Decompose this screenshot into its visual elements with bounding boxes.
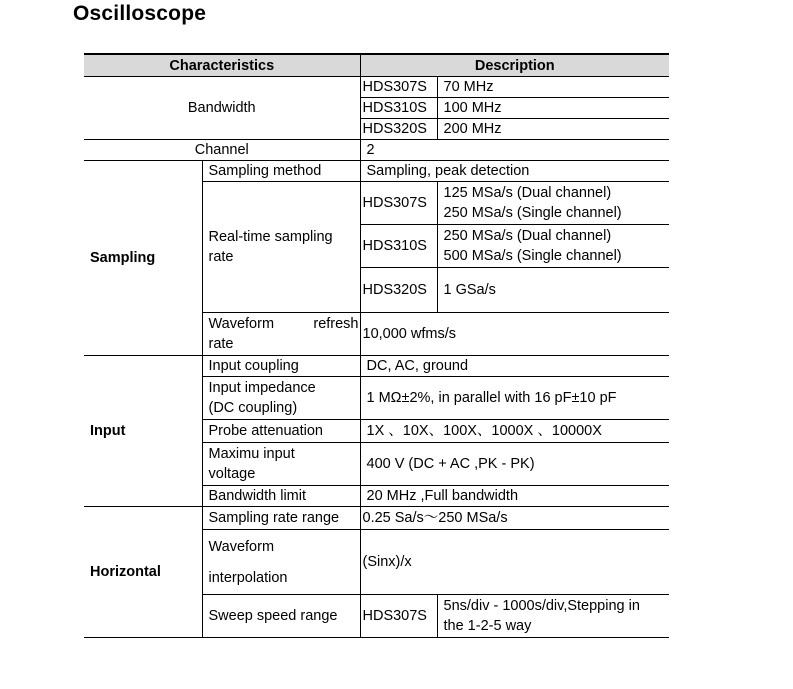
model-cell: HDS320S: [360, 268, 437, 313]
table-row: [84, 507, 669, 530]
refresh-label-line2: rate: [208, 336, 234, 352]
input-impedance-label-line2: (DC coupling): [208, 400, 298, 416]
max-voltage-label: [202, 443, 360, 486]
value-line: 250 MSa/s (Dual channel): [443, 228, 612, 244]
group-sampling: Sampling: [84, 161, 202, 356]
refresh-value: 10,000 wfms/s: [360, 313, 669, 356]
sampling-rate-range-value: 0.25 Sa/s～250 MSa/s: [360, 507, 669, 530]
realtime-rate-label: [202, 182, 360, 313]
table-row: [84, 140, 669, 161]
value-cell: 200 MHz: [437, 119, 669, 140]
model-cell: HDS320S: [360, 119, 437, 140]
bandwidth-label: Bandwidth: [84, 77, 360, 140]
value-cell: 100 MHz: [437, 98, 669, 119]
table-row: [84, 356, 669, 377]
value-line: 250 MSa/s (Single channel): [443, 205, 622, 221]
probe-attenuation-label: Probe attenuation: [202, 420, 360, 443]
model-cell: HDS307S: [360, 595, 437, 638]
group-input: Input: [84, 356, 202, 507]
channel-label: Channel: [84, 140, 360, 161]
group-horizontal: Horizontal: [84, 507, 202, 638]
value-line: 500 MSa/s (Single channel): [443, 248, 622, 264]
bandwidth-limit-value: 20 MHz ,Full bandwidth: [360, 486, 669, 507]
header-description: Description: [360, 54, 669, 77]
value-cell: 70 MHz: [437, 77, 669, 98]
spec-table: [84, 53, 669, 638]
table-row: [84, 161, 669, 182]
realtime-rate-label-line2: rate: [208, 249, 234, 265]
refresh-label: [202, 313, 360, 356]
max-voltage-label-line1: Maximu input: [208, 446, 295, 462]
table-header-row: [84, 54, 669, 77]
max-voltage-value: 400 V (DC + AC ,PK - PK): [360, 443, 669, 486]
value-cell: [437, 182, 669, 225]
page-title: Oscilloscope: [73, 2, 207, 25]
input-impedance-value: 1 MΩ±2%, in parallel with 16 pF±10 pF: [360, 377, 669, 420]
model-cell: HDS310S: [360, 98, 437, 119]
input-coupling-value: DC, AC, ground: [360, 356, 669, 377]
value-cell: 1 GSa/s: [437, 268, 669, 313]
interpolation-value: (Sinx)/x: [360, 530, 669, 595]
model-cell: HDS307S: [360, 77, 437, 98]
value-line: 5ns/div - 1000s/div,Stepping in: [443, 598, 640, 614]
refresh-label-line1: [209, 314, 360, 334]
value-line: 125 MSa/s (Dual channel): [443, 185, 612, 201]
model-cell: HDS310S: [360, 225, 437, 268]
realtime-rate-label-line1: Real-time sampling: [208, 229, 333, 245]
sweep-speed-value: [437, 595, 669, 638]
interpolation-label: [202, 530, 360, 595]
value-cell: [437, 225, 669, 268]
interpolation-label-line1: Waveform: [208, 538, 275, 555]
sampling-rate-range-label: Sampling rate range: [202, 507, 360, 530]
refresh-label-word2: refresh: [313, 316, 359, 332]
header-characteristics: Characteristics: [84, 54, 360, 77]
input-coupling-label: Input coupling: [202, 356, 360, 377]
interpolation-label-line2: interpolation: [208, 569, 288, 586]
sampling-method-value: Sampling, peak detection: [360, 161, 669, 182]
refresh-label-word1: Waveform: [208, 316, 275, 332]
probe-attenuation-value: 1X 、10X、100X、1000X 、10000X: [360, 420, 669, 443]
sweep-speed-label: Sweep speed range: [202, 595, 360, 638]
bandwidth-limit-label: Bandwidth limit: [202, 486, 360, 507]
input-impedance-label-line1: Input impedance: [208, 380, 316, 396]
model-cell: HDS307S: [360, 182, 437, 225]
sampling-method-label: Sampling method: [202, 161, 360, 182]
max-voltage-label-line2: voltage: [208, 466, 256, 482]
channel-value: 2: [360, 140, 669, 161]
table-row: [84, 77, 669, 98]
value-line: the 1-2-5 way: [443, 618, 532, 634]
input-impedance-label: [202, 377, 360, 420]
